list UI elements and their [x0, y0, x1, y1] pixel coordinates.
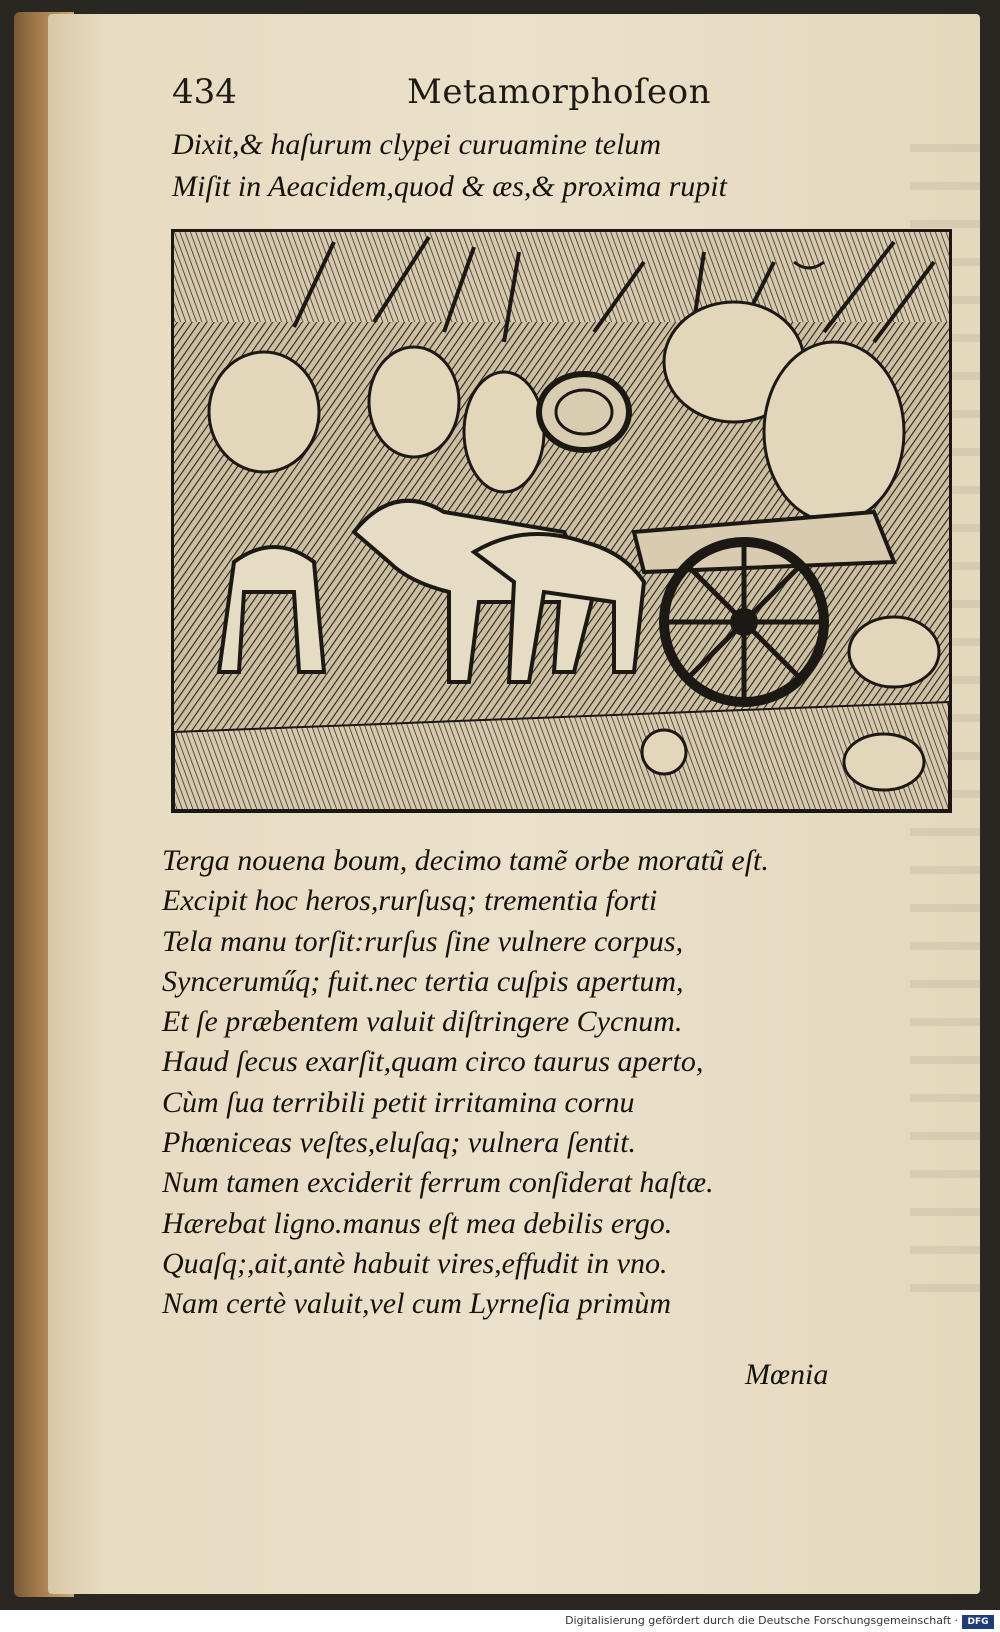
- verse-block-bottom: [162, 846, 769, 1330]
- verse-line: Et ſe præbentem valuit diſtringere Cycnum.: [162, 1005, 683, 1039]
- page-header: [172, 72, 870, 116]
- page-number: 434: [172, 72, 237, 112]
- verse-line: Synceruműq; fuit.nec tertia cuſpis apertum,: [162, 964, 684, 998]
- verse-line: Haud ſecus exarſit,quam circo taurus aperto,: [162, 1045, 704, 1079]
- dfg-logo-icon[interactable]: DFG: [962, 1615, 994, 1629]
- verse-line: Nam certè valuit,vel cum Lyrneſia primùm: [162, 1287, 672, 1321]
- verse-line: Terga nouena boum, decimo tamẽ orbe moratũ eſt.: [162, 844, 769, 877]
- running-title: Metamorphoſeon: [407, 72, 712, 112]
- woodcut-illustration: [171, 229, 952, 813]
- battle-chariot-woodcut-icon: [174, 232, 949, 810]
- verse-line: Phœniceas veſtes,eluſaq; vulnera ſentit.: [162, 1126, 637, 1160]
- verse-line: Excipit hoc heros,rurſusq; trementia forti: [162, 884, 658, 918]
- verse-line: Dixit,& haſurum clypei curuamine telum: [172, 128, 662, 161]
- catchword: Mœnia: [745, 1358, 829, 1391]
- verse-block-top: [172, 130, 727, 214]
- credit-text[interactable]: Digitalisierung gefördert durch die Deutsche Forschungsgemeinschaft ·: [565, 1614, 958, 1627]
- verse-line: Quaſq;,ait,antè habuit vires,effudit in vno.: [162, 1246, 668, 1280]
- verse-line: Num tamen exciderit ferrum conſiderat haſtæ.: [162, 1166, 714, 1200]
- verse-line: Hærebat ligno.manus eſt mea debilis ergo.: [162, 1206, 673, 1240]
- verse-line: Miſit in Aeacidem,quod & æs,& proxima rupit: [172, 170, 727, 203]
- verse-line: Cùm ſua terribili petit irritamina cornu: [162, 1085, 635, 1119]
- digitization-credit-bar: [0, 1612, 1000, 1632]
- verse-line: Tela manu torſit:rurſus ſine vulnere corpus,: [162, 924, 684, 958]
